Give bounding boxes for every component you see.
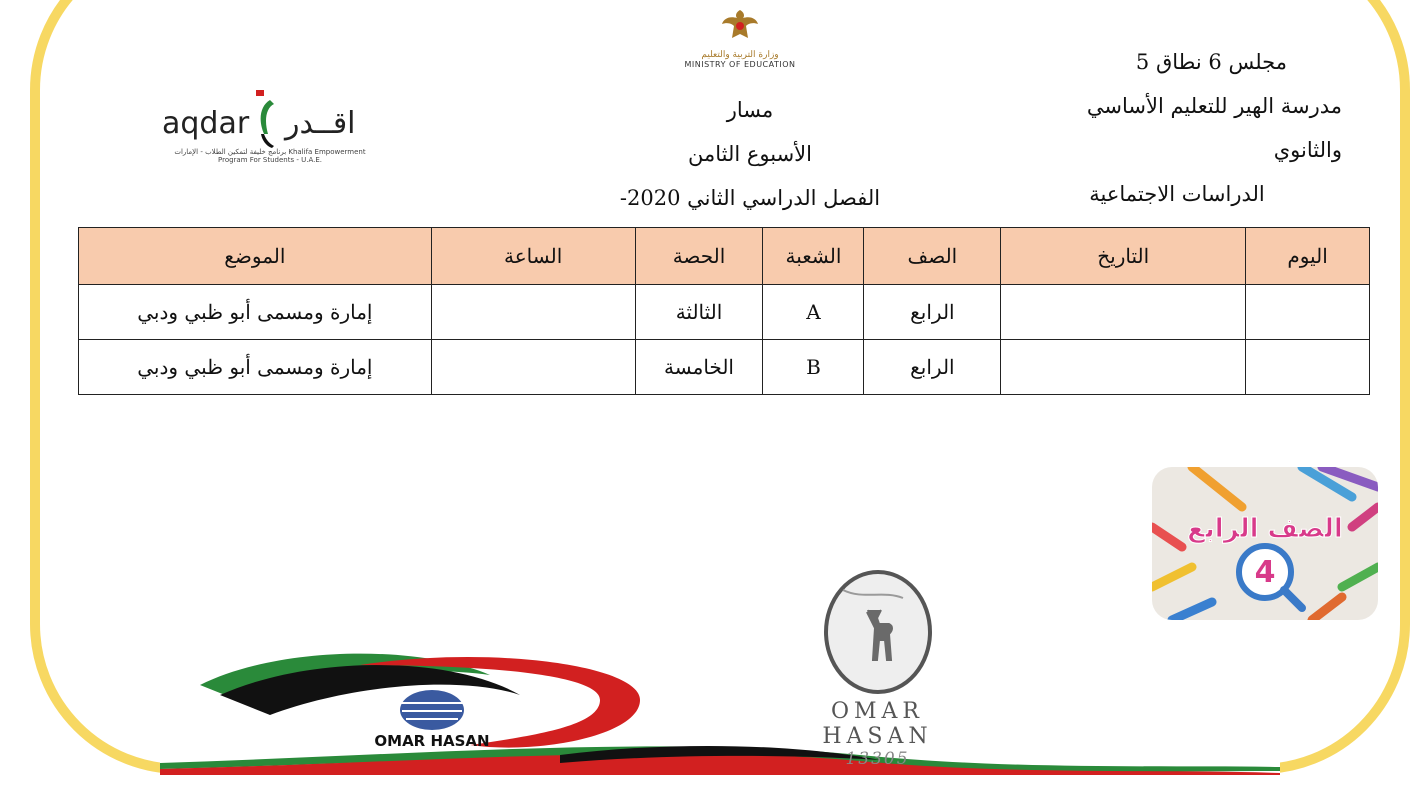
cell-section: B	[763, 340, 864, 395]
cell-date	[1001, 340, 1246, 395]
eagle-emblem-icon	[665, 8, 815, 50]
header-topic: الموضع	[79, 228, 432, 285]
cell-day	[1246, 285, 1370, 340]
council-line: مجلس 6 نطاق 5	[1135, 50, 1287, 74]
cell-time	[431, 340, 635, 395]
ministry-arabic-name: وزارة التربية والتعليم	[701, 50, 779, 60]
cell-date	[1001, 285, 1246, 340]
cell-grade: الرابع	[864, 285, 1001, 340]
header-section: الشعبة	[763, 228, 864, 285]
cell-period: الثالثة	[635, 285, 763, 340]
school-name: مدرسة الهير للتعليم الأساسي والثانوي	[1086, 94, 1342, 162]
track-label: مسار	[726, 98, 774, 122]
aqdar-latin-word: aqdar	[162, 106, 250, 141]
omar-hasan-logo	[770, 570, 985, 769]
table-row	[79, 340, 1370, 395]
cell-section: A	[763, 285, 864, 340]
grade-badge-text: الصف الرابع	[1187, 514, 1343, 544]
globe-icon	[400, 690, 464, 730]
header-time: الساعة	[431, 228, 635, 285]
ministry-logo	[665, 8, 815, 69]
cell-day	[1246, 340, 1370, 395]
cell-grade: الرابع	[864, 340, 1001, 395]
aqdar-arabic-word: اقــدر	[285, 106, 356, 141]
aqdar-emblem-icon	[252, 90, 282, 150]
cell-period: الخامسة	[635, 340, 763, 395]
aqdar-subtitle: برنامج خليفة لتمكين الطلاب - الإمارات Khalifa Empowerment Program For Students - U.A.E.	[174, 148, 366, 164]
cell-topic: إمارة ومسمى أبو ظبي ودبي	[79, 340, 432, 395]
cell-time	[431, 285, 635, 340]
header-date: التاريخ	[1001, 228, 1246, 285]
table-row	[79, 285, 1370, 340]
signature-number: 13305	[845, 749, 910, 769]
deer-emblem-icon	[823, 570, 933, 695]
grade-badge-number: 4	[1254, 555, 1276, 590]
subject-name: الدراسات الاجتماعية	[1089, 182, 1265, 206]
grade-four-image	[1152, 467, 1378, 620]
uae-ribbon-logo	[160, 645, 1280, 775]
cell-topic: إمارة ومسمى أبو ظبي ودبي	[79, 285, 432, 340]
signature-name: OMAR HASAN	[822, 699, 933, 749]
ribbon-logo-text: OMAR HASAN	[374, 732, 490, 750]
week-label: الأسبوع الثامن	[687, 142, 812, 166]
header-period: الحصة	[635, 228, 763, 285]
semester-label: الفصل الدراسي الثاني 2020-	[619, 186, 881, 210]
header-grade: الصف	[864, 228, 1001, 285]
schedule-table	[78, 227, 1370, 395]
aqdar-logo	[160, 90, 370, 170]
ministry-english-name: MINISTRY OF EDUCATION	[684, 60, 796, 69]
header-day: اليوم	[1246, 228, 1370, 285]
table-header-row	[79, 228, 1370, 285]
